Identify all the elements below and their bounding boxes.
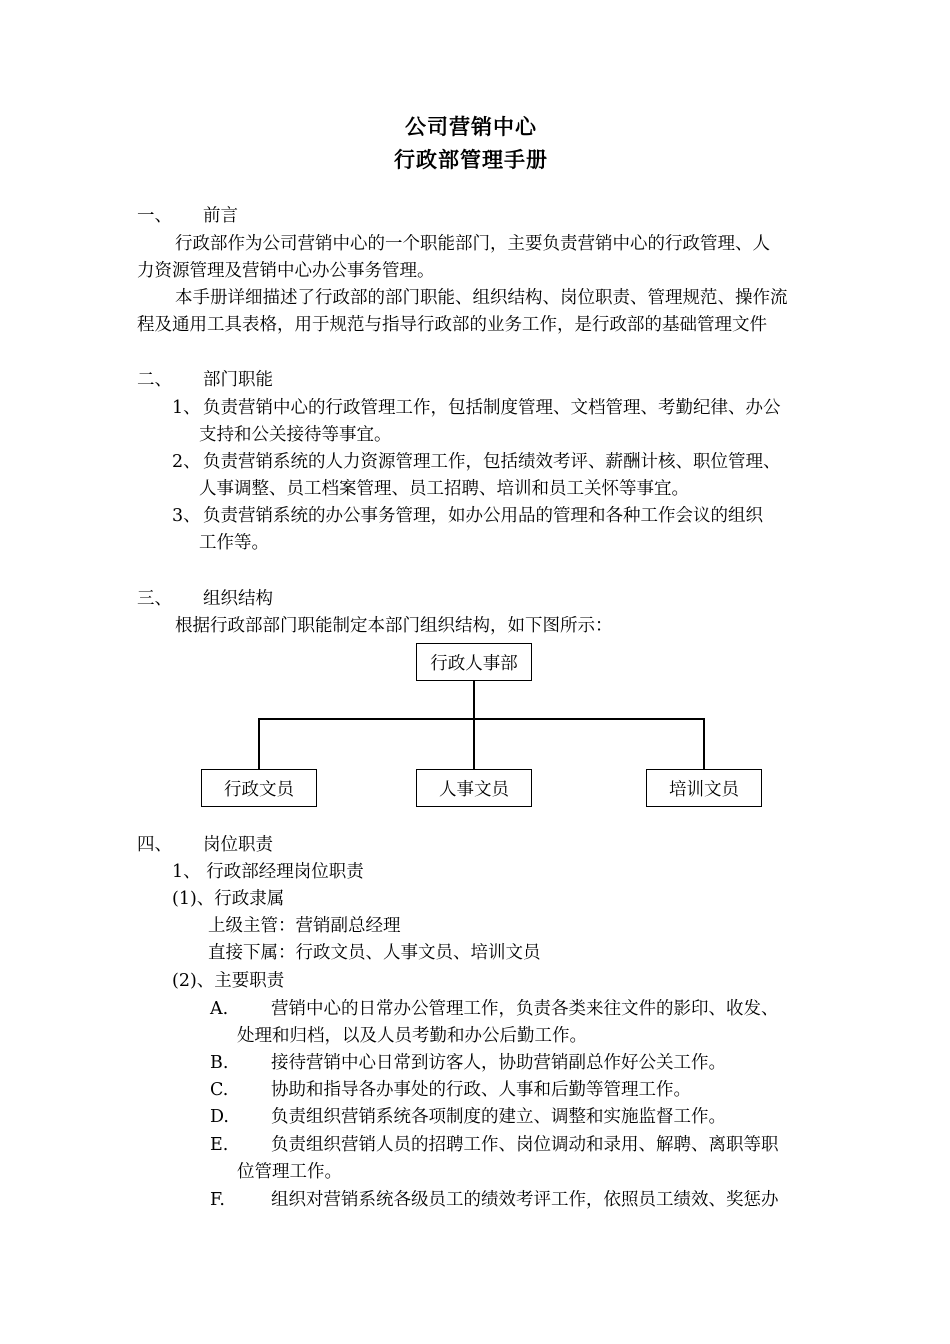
duty-a-line1: 营销中心的日常办公管理工作，负责各类来往文件的影印、收发、 bbox=[271, 999, 779, 1019]
section2-number: 二、 bbox=[137, 370, 172, 390]
duty-e-line2: 位管理工作。 bbox=[237, 1162, 342, 1182]
function-item-2-line1: 负责营销系统的人力资源管理工作，包括绩效考评、薪酬计核、职位管理、 bbox=[203, 452, 781, 472]
section1-heading: 前言 bbox=[203, 206, 238, 226]
section4-part1-label: (1)、行政隶属 bbox=[172, 889, 285, 909]
function-item-3-line1: 负责营销系统的办公事务管理，如办公用品的管理和各种工作会议的组织 bbox=[203, 506, 763, 526]
section4-number: 四、 bbox=[137, 835, 172, 855]
section3-intro: 根据行政部部门职能制定本部门组织结构，如下图所示： bbox=[175, 616, 613, 636]
function-item-1-line1: 负责营销中心的行政管理工作，包括制度管理、文档管理、考勤纪律、办公 bbox=[203, 398, 781, 418]
function-item-3-number: 3、 bbox=[172, 506, 201, 526]
org-connector-horizontal bbox=[258, 718, 705, 720]
org-child-box-admin-clerk: 行政文员 bbox=[201, 769, 317, 807]
org-connector-left-down bbox=[258, 718, 260, 770]
function-item-3-line2: 工作等。 bbox=[199, 533, 269, 553]
duty-a-letter: A. bbox=[210, 999, 229, 1019]
duty-e-line1: 负责组织营销人员的招聘工作、岗位调动和录用、解聘、离职等职 bbox=[271, 1135, 779, 1155]
section4-part2-label: (2)、主要职责 bbox=[172, 971, 285, 991]
section1-para2-line2: 程及通用工具表格，用于规范与指导行政部的业务工作，是行政部的基础管理文件 bbox=[137, 315, 767, 335]
duty-d-line1: 负责组织营销系统各项制度的建立、调整和实施监督工作。 bbox=[271, 1107, 726, 1127]
duty-b-line1: 接待营销中心日常到访客人，协助营销副总作好公关工作。 bbox=[271, 1053, 726, 1073]
function-item-1-number: 1、 bbox=[172, 398, 201, 418]
org-child-box-training-clerk: 培训文员 bbox=[646, 769, 762, 807]
duty-c-line1: 协助和指导各办事处的行政、人事和后勤等管理工作。 bbox=[271, 1080, 691, 1100]
section3-heading: 组织结构 bbox=[203, 589, 273, 609]
duty-d-letter: D. bbox=[210, 1107, 229, 1127]
org-root-box: 行政人事部 bbox=[416, 643, 532, 681]
document-title-line2: 行政部管理手册 bbox=[394, 147, 548, 172]
duty-e-letter: E. bbox=[210, 1135, 229, 1155]
section4-subordinates: 直接下属：行政文员、人事文员、培训文员 bbox=[208, 943, 541, 963]
section1-number: 一、 bbox=[137, 206, 172, 226]
org-connector-root-down bbox=[473, 681, 475, 770]
section4-sub1: 1、 行政部经理岗位职责 bbox=[172, 862, 364, 882]
org-child-box-hr-clerk: 人事文员 bbox=[416, 769, 532, 807]
function-item-2-line2: 人事调整、员工档案管理、员工招聘、培训和员工关怀等事宜。 bbox=[199, 479, 689, 499]
section4-superior: 上级主管：营销副总经理 bbox=[208, 916, 401, 936]
function-item-2-number: 2、 bbox=[172, 452, 201, 472]
section2-heading: 部门职能 bbox=[203, 370, 273, 390]
section1-para2-line1: 本手册详细描述了行政部的部门职能、组织结构、岗位职责、管理规范、操作流 bbox=[175, 288, 788, 308]
section1-para1-line2: 力资源管理及营销中心办公事务管理。 bbox=[137, 261, 435, 281]
section1-para1-line1: 行政部作为公司营销中心的一个职能部门，主要负责营销中心的行政管理、人 bbox=[175, 234, 770, 254]
duty-a-line2: 处理和归档，以及人员考勤和办公后勤工作。 bbox=[237, 1026, 587, 1046]
org-connector-right-down bbox=[703, 718, 705, 770]
duty-f-letter: F. bbox=[210, 1190, 225, 1210]
document-title-line1: 公司营销中心 bbox=[405, 114, 537, 139]
function-item-1-line2: 支持和公关接待等事宜。 bbox=[199, 425, 392, 445]
duty-f-line1: 组织对营销系统各级员工的绩效考评工作，依照员工绩效、奖惩办 bbox=[271, 1190, 779, 1210]
duty-b-letter: B. bbox=[210, 1053, 229, 1073]
section3-number: 三、 bbox=[137, 589, 172, 609]
duty-c-letter: C. bbox=[210, 1080, 229, 1100]
section4-heading: 岗位职责 bbox=[203, 835, 273, 855]
